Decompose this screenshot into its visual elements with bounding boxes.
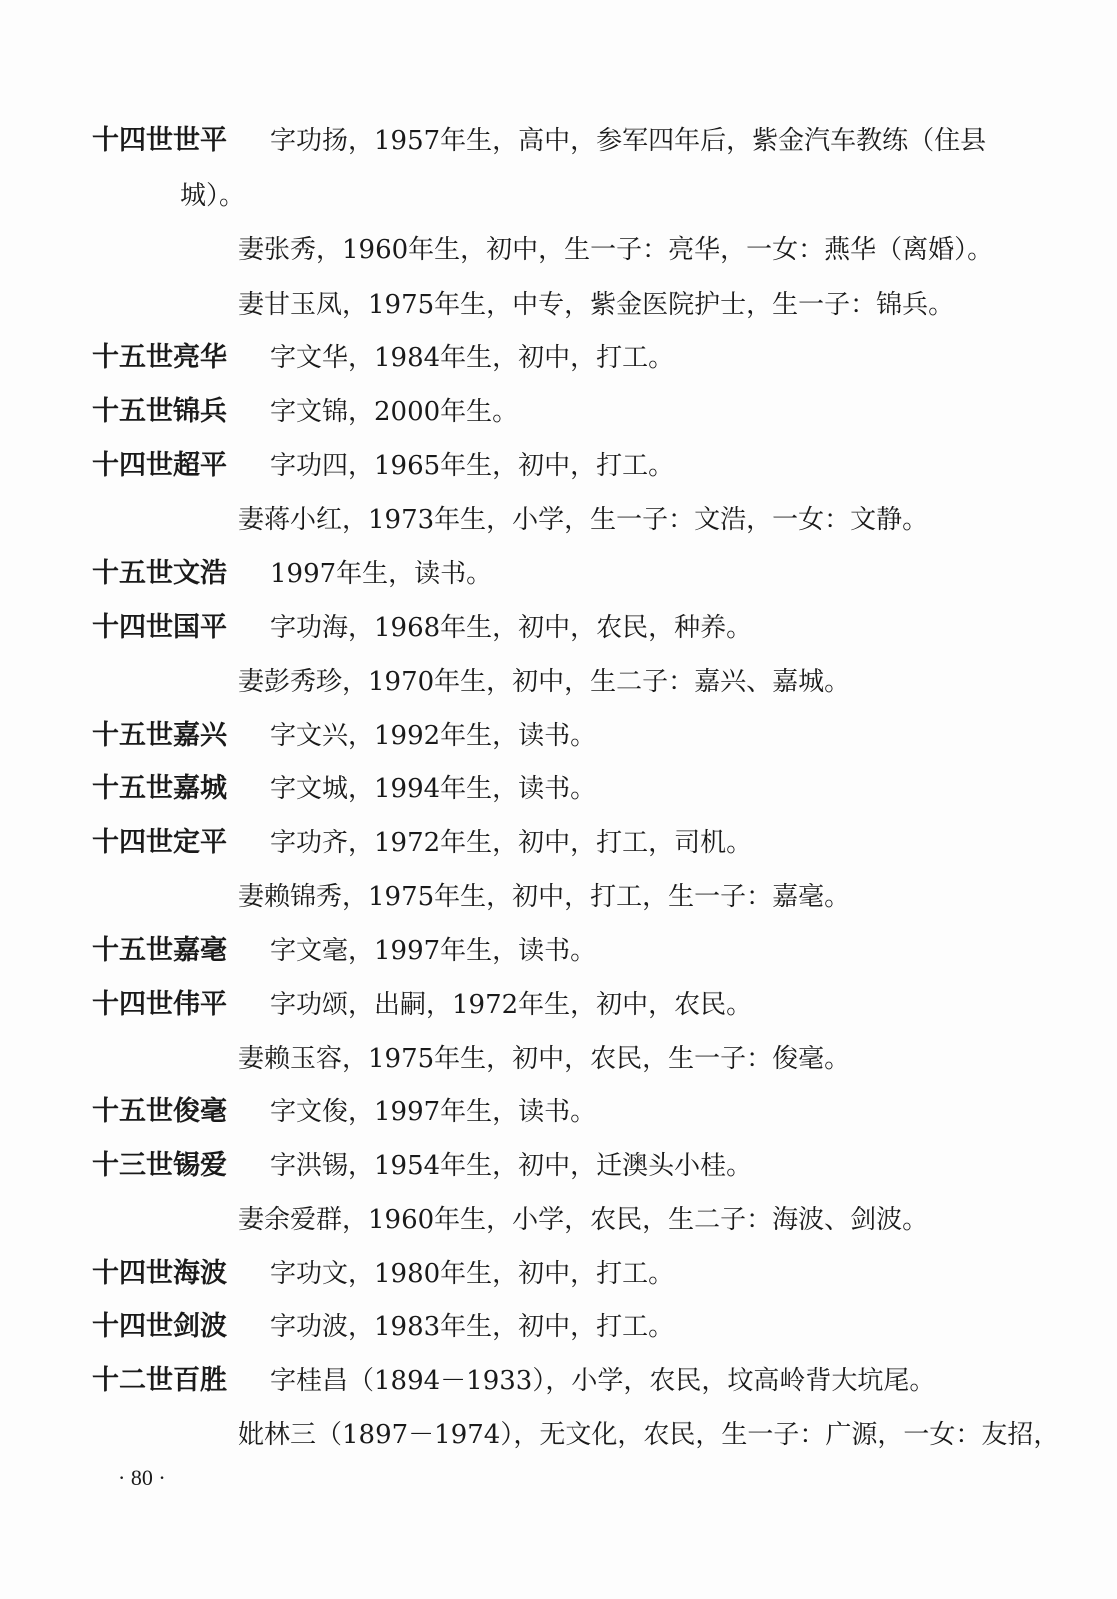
member-description: 字桂昌（1894－1933），小学，农民，坟高岭背大坑尾。 [270,1366,936,1396]
member-entry [92,1092,1032,1132]
member-name: 十三世锡爱 [92,1150,227,1181]
member-description: 字文兴，1992年生，读书。 [270,721,597,751]
member-description: 字功波，1983年生，初中，打工。 [270,1312,675,1342]
member-name: 十五世嘉兴 [92,720,227,751]
member-entry [92,1361,1032,1401]
member-entry [92,446,1032,486]
member-name: 十五世亮华 [92,342,227,373]
member-name: 十四世国平 [92,612,227,643]
member-entry [92,985,1032,1025]
spouse-entry: 妻蒋小红，1973年生，小学，生一子：文浩，一女：文静。 [238,505,929,535]
member-entry [92,1307,1032,1347]
member-name: 十五世锦兵 [92,396,227,427]
member-description: 字文俊，1997年生，读书。 [270,1097,597,1127]
member-name: 十四世超平 [92,450,227,481]
member-name: 十五世文浩 [92,558,227,589]
member-description: 1997年生，读书。 [270,559,493,589]
member-name: 十五世嘉城 [92,773,227,804]
member-entry [92,608,1032,648]
spouse-entry: 妻赖锦秀，1975年生，初中，打工，生一子：嘉毫。 [238,882,851,912]
spouse-entry: 妻余爱群，1960年生，小学，农民，生二子：海波、剑波。 [238,1205,929,1235]
spouse-entry: 妻赖玉容，1975年生，初中，农民，生一子：俊毫。 [238,1044,851,1074]
page-number: · 80 · [118,1465,166,1490]
member-description: 字功颂，出嗣，1972年生，初中，农民。 [270,990,753,1020]
spouse-entry: 妻甘玉凤，1975年生，中专，紫金医院护士，生一子：锦兵。 [238,290,955,320]
member-description: 字文城，1994年生，读书。 [270,774,597,804]
member-entry [92,1146,1032,1186]
spouse-entry: 妻张秀，1960年生，初中，生一子：亮华，一女：燕华（离婚）。 [238,235,994,265]
member-description: 字文华，1984年生，初中，打工。 [270,343,675,373]
member-name: 十四世伟平 [92,989,227,1020]
member-description: 字功四，1965年生，初中，打工。 [270,451,675,481]
member-description: 字功齐，1972年生，初中，打工，司机。 [270,828,753,858]
member-name: 十二世百胜 [92,1365,227,1396]
member-entry [92,823,1032,863]
member-description: 字文毫，1997年生，读书。 [270,936,597,966]
member-description: 字洪锡，1954年生，初中，迁澳头小桂。 [270,1151,753,1181]
member-description: 字功海，1968年生，初中，农民，种养。 [270,613,753,643]
member-name: 十五世嘉毫 [92,935,227,966]
member-description: 字文锦，2000年生。 [270,397,519,427]
member-description-continued: 城）。 [180,181,246,211]
member-description: 字功文，1980年生，初中，打工。 [270,1259,675,1289]
spouse-entry: 妻彭秀珍，1970年生，初中，生二子：嘉兴、嘉城。 [238,667,851,697]
member-name: 十四世剑波 [92,1311,227,1342]
member-entry [92,338,1032,378]
member-entry [92,931,1032,971]
member-entry [92,121,1032,231]
member-name: 十四世定平 [92,827,227,858]
member-entry [92,716,1032,756]
member-entry [92,554,1032,594]
member-entry [92,392,1032,432]
member-name: 十四世世平 [92,125,227,156]
member-entry [92,1254,1032,1294]
spouse-entry: 妣林三（1897－1974），无文化，农民，生一子：广源，一女：友招， [238,1420,1060,1450]
member-name: 十五世俊毫 [92,1096,227,1127]
member-description: 字功扬，1957年生，高中，参军四年后，紫金汽车教练（住县 [270,126,987,156]
member-entry [92,769,1032,809]
member-name: 十四世海波 [92,1258,227,1289]
